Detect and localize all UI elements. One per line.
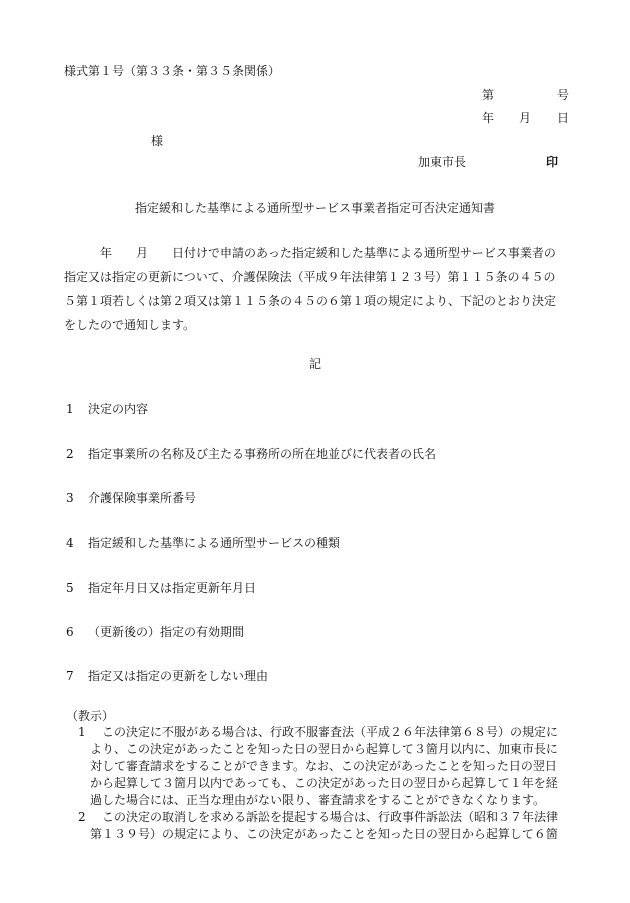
list-item-label: 指定又は指定の更新をしない理由 xyxy=(88,669,269,683)
list-item-label: 介護保険事業所番号 xyxy=(88,491,197,505)
list-item: 1 決定の内容 xyxy=(66,402,149,416)
notice-item-number: 1 xyxy=(78,725,86,739)
notice-title: （教示） xyxy=(66,709,115,723)
body-year-label: 年 xyxy=(100,246,113,260)
notice-item-number: 2 xyxy=(78,810,86,824)
body-month-label: 月 xyxy=(136,246,149,260)
list-item-label: （更新後の）指定の有効期間 xyxy=(88,625,245,639)
body-line-1-text: 日付けで申請のあった指定緩和した基準による通所型サービス事業者の xyxy=(172,246,556,260)
list-item: 3 介護保険事業所番号 xyxy=(66,491,197,505)
date-day-label: 日 xyxy=(557,111,570,125)
notice-line: 過した場合には、正当な理由がない限り、審査請求をすることができなくなります。 xyxy=(90,793,546,807)
document-number-suffix: 号 xyxy=(557,88,570,102)
notice-line: この決定の取消しを求める訴訟を提起する場合は、行政事件訴訟法（昭和３７年法律 xyxy=(102,810,559,824)
document-title: 指定緩和した基準による通所型サービス事業者指定可否決定通知書 xyxy=(134,201,495,215)
list-item-label: 指定緩和した基準による通所型サービスの種類 xyxy=(88,536,341,550)
notice-line: 対して審査請求をすることができます。なお、この決定があったことを知った日の翌日 xyxy=(90,759,557,773)
addressee-suffix: 様 xyxy=(151,134,164,148)
date-year-label: 年 xyxy=(482,111,495,125)
list-item-label: 指定年月日又は指定更新年月日 xyxy=(88,581,257,595)
notice-item xyxy=(66,724,596,809)
body-line-3: ５第１項若しくは第２項又は第１１５条の４５の６第１項の規定により、下記のとおり決定 xyxy=(64,294,557,308)
body-line-1 xyxy=(64,241,586,265)
list-item: 7 指定又は指定の更新をしない理由 xyxy=(66,669,269,683)
document-number-prefix: 第 xyxy=(482,88,495,102)
date-month-label: 月 xyxy=(519,111,532,125)
body-paragraph xyxy=(64,241,586,337)
ki-heading: 記 xyxy=(308,357,321,371)
list-item: 2 指定事業所の名称及び主たる事務所の所在地並びに代表者の氏名 xyxy=(66,447,437,461)
list-item-label: 指定事業所の名称及び主たる事務所の所在地並びに代表者の氏名 xyxy=(88,447,437,461)
form-label: 様式第１号（第３３条・第３５条関係） xyxy=(64,64,281,78)
list-item: 6 （更新後の）指定の有効期間 xyxy=(66,625,245,639)
notice-line: から起算して３箇月以内であっても、この決定があった日の翌日から起算して１年を経 xyxy=(90,776,558,790)
list-item-label: 決定の内容 xyxy=(88,402,149,416)
body-line-2: 指定又は指定の更新について、介護保険法（平成９年法律第１２３号）第１１５条の４５の xyxy=(64,270,556,284)
notice-line: 第１３９号）の規定により、この決定があったことを知った日の翌日から起算して６箇 xyxy=(90,827,558,841)
list-item: 5 指定年月日又は指定更新年月日 xyxy=(66,581,257,595)
seal-mark: 印 xyxy=(546,155,559,169)
notice-item xyxy=(66,809,596,843)
list-item: 4 指定緩和した基準による通所型サービスの種類 xyxy=(66,536,341,550)
body-line-4: をしたので通知します。 xyxy=(64,318,196,332)
notice-line: この決定に不服がある場合は、行政不服審査法（平成２６年法律第６８号）の規定に xyxy=(102,725,559,739)
notice-line: より、この決定があったことを知った日の翌日から起算して３箇月以内に、加東市長に xyxy=(90,742,558,756)
appeal-notice xyxy=(66,708,596,843)
sender-name: 加東市長 xyxy=(418,155,467,169)
